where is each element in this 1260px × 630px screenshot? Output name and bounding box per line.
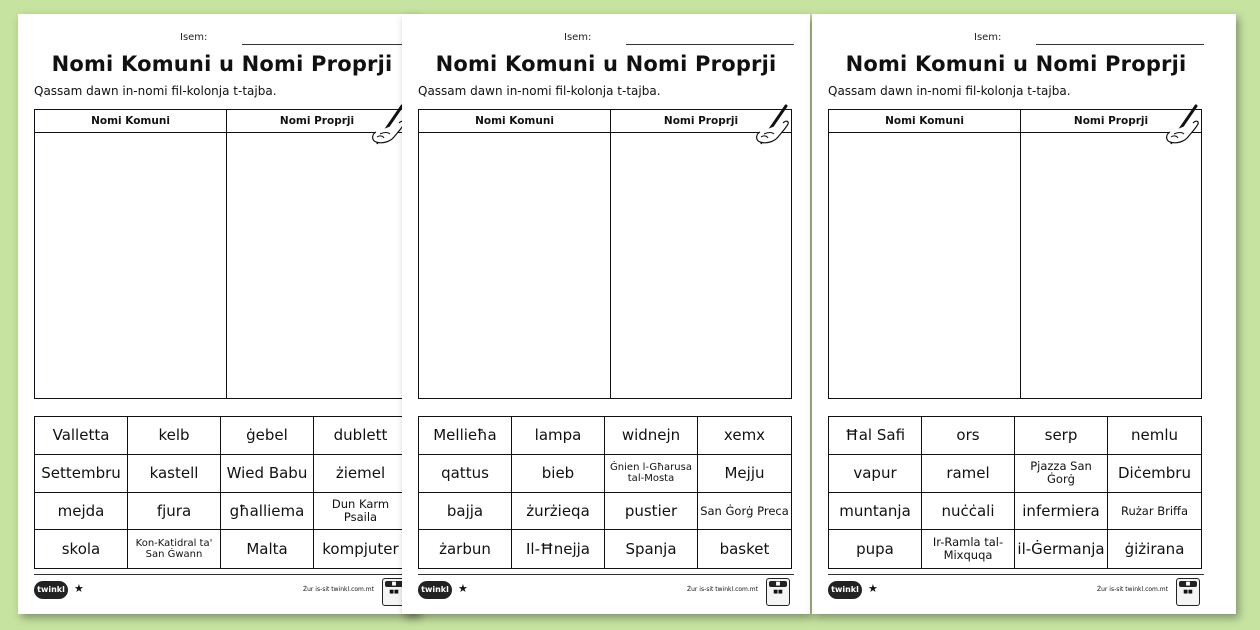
word-card: ġebel — [221, 417, 314, 455]
word-card: Mellieħa — [419, 417, 512, 455]
sorting-table[interactable] — [34, 109, 408, 399]
name-line[interactable] — [1036, 44, 1204, 45]
footer — [828, 570, 1204, 610]
word-card: Settembru — [35, 455, 128, 493]
word-card: kelb — [128, 417, 221, 455]
column-header-common: Nomi Komuni — [885, 115, 964, 127]
worksheet-3 — [812, 14, 1236, 614]
worksheet-1 — [18, 14, 418, 614]
header-divider — [829, 132, 1201, 133]
name-field[interactable] — [974, 32, 1204, 46]
footer-line — [418, 574, 794, 575]
writing-hand-icon — [1162, 104, 1202, 154]
word-card: skola — [35, 530, 128, 568]
column-header-proper: Nomi Proprji — [279, 115, 355, 127]
word-card: żiemel — [314, 455, 407, 493]
word-card: ors — [922, 417, 1015, 455]
word-card: Ġnien l-Għarusa tal-Mosta — [605, 455, 698, 493]
word-card: ġiżirana — [1124, 539, 1185, 558]
word-card: mejda — [35, 493, 128, 531]
word-card: qattus — [419, 455, 512, 493]
footer-line — [34, 574, 410, 575]
instruction-text: Qassam dawn in-nomi fil-kolonja t-tajba. — [34, 84, 277, 98]
footer-line — [828, 574, 1204, 575]
footer — [34, 570, 410, 610]
word-card: basket — [719, 539, 770, 558]
word-card: Pjazza San Ġorġ — [1015, 455, 1108, 493]
writing-hand-icon — [752, 104, 792, 154]
word-card: Ir-Ramla tal-Mixquqa — [922, 530, 1015, 568]
header-divider — [35, 132, 407, 133]
word-card: Mejju — [698, 455, 791, 493]
header-divider — [419, 132, 791, 133]
worksheet-2 — [402, 14, 810, 614]
word-card: fjura — [128, 493, 221, 531]
word-card: żarbun — [419, 530, 512, 568]
word-card: żurżieqa — [512, 493, 605, 531]
name-label: Isem: — [564, 32, 592, 43]
word-card: serp — [1015, 417, 1108, 455]
twinkl-logo: twinkl — [418, 581, 452, 599]
word-card: Ħal Safi — [829, 417, 922, 455]
sorting-table[interactable] — [828, 109, 1202, 399]
word-card: Dun Karm Psaila — [314, 493, 407, 531]
word-card: kastell — [128, 455, 221, 493]
badge-icon: ■ ■■ — [382, 578, 406, 606]
sorting-table[interactable] — [418, 109, 792, 399]
worksheet-title: Nomi Komuni u Nomi Proprji — [435, 52, 777, 76]
badge-icon: ■ ■■ — [1176, 578, 1200, 606]
word-card: għalliema — [221, 493, 314, 531]
word-card: pustier — [605, 493, 698, 531]
word-card: Valletta — [35, 417, 128, 455]
word-card: Kon-Katidral ta' San Ġwann — [128, 530, 221, 568]
word-card: infermiera — [1015, 493, 1108, 531]
footer-url: Żur is-sit twinkl.com.mt — [687, 586, 758, 593]
name-line[interactable] — [242, 44, 410, 45]
column-header-proper: Nomi Proprji — [663, 115, 739, 127]
word-bank — [34, 416, 408, 569]
word-card: Spanja — [605, 530, 698, 568]
word-card: bieb — [512, 455, 605, 493]
instruction-text: Qassam dawn in-nomi fil-kolonja t-tajba. — [828, 84, 1071, 98]
twinkl-logo: twinkl — [828, 581, 862, 599]
star-icon: ★ — [868, 582, 878, 595]
name-field[interactable] — [564, 32, 794, 46]
footer — [418, 570, 794, 610]
word-bank — [828, 416, 1202, 569]
name-label: Isem: — [974, 32, 1002, 43]
word-card: il-Ġermanja — [1015, 530, 1108, 568]
word-card: bajja — [419, 493, 512, 531]
word-card: nuċċali — [922, 493, 1015, 531]
word-card: xemx — [698, 417, 791, 455]
badge-icon: ■ ■■ — [766, 578, 790, 606]
name-line[interactable] — [626, 44, 794, 45]
word-card: vapur — [829, 455, 922, 493]
word-card: Malta — [221, 530, 314, 568]
column-header-common: Nomi Komuni — [475, 115, 554, 127]
twinkl-logo: twinkl — [34, 581, 68, 599]
column-divider — [610, 110, 611, 398]
column-divider — [1020, 110, 1021, 398]
word-card: San Ġorġ Preca — [698, 493, 791, 531]
name-label: Isem: — [180, 32, 208, 43]
worksheet-title: Nomi Komuni u Nomi Proprji — [845, 52, 1187, 76]
word-card: muntanja — [829, 493, 922, 531]
star-icon: ★ — [458, 582, 468, 595]
word-card: widnejn — [605, 417, 698, 455]
word-card: Wied Babu — [221, 455, 314, 493]
star-icon: ★ — [74, 582, 84, 595]
word-card: lampa — [512, 417, 605, 455]
word-card: Il-Ħnejja — [512, 530, 605, 568]
column-header-common: Nomi Komuni — [91, 115, 170, 127]
word-card: nemlu — [1108, 417, 1201, 455]
word-card: Rużar Briffa — [1108, 493, 1201, 531]
footer-url: Żur is-sit twinkl.com.mt — [303, 586, 374, 593]
word-card: kompjuter — [322, 539, 399, 558]
worksheet-title: Nomi Komuni u Nomi Proprji — [51, 52, 393, 76]
word-card: pupa — [829, 530, 922, 568]
column-header-proper: Nomi Proprji — [1073, 115, 1149, 127]
word-bank — [418, 416, 792, 569]
column-divider — [226, 110, 227, 398]
footer-url: Żur is-sit twinkl.com.mt — [1097, 586, 1168, 593]
instruction-text: Qassam dawn in-nomi fil-kolonja t-tajba. — [418, 84, 661, 98]
word-card: dublett — [314, 417, 407, 455]
name-field[interactable] — [180, 32, 410, 46]
word-card: Diċembru — [1108, 455, 1201, 493]
word-card: ramel — [922, 455, 1015, 493]
